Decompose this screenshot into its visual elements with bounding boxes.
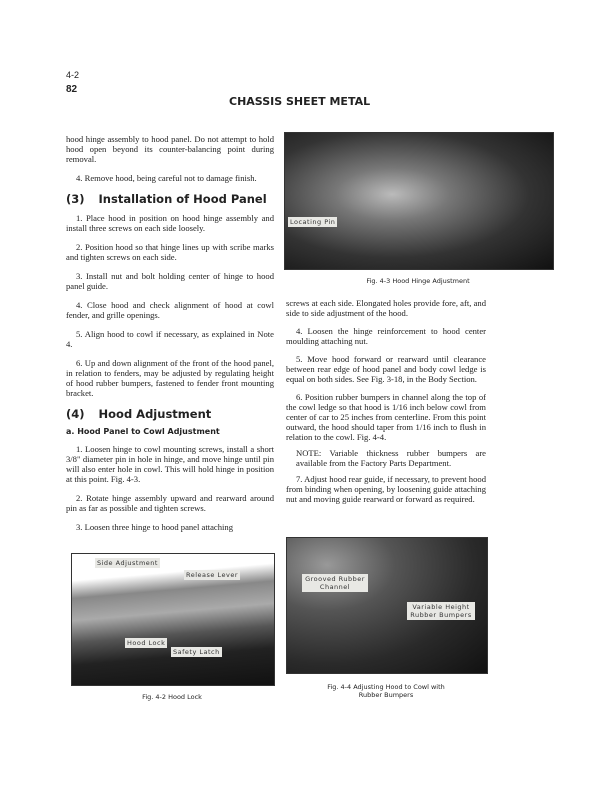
figure-caption: Fig. 4-2 Hood Lock	[142, 693, 202, 701]
paragraph: 7. Adjust hood rear guide, if necessary, to prevent hood from binding when opening, by loosening guide attaching nut and moving guide rearward or forward as required.	[286, 474, 486, 504]
paragraph: 4. Close hood and check alignment of hood at cowl fender, and grille openings.	[66, 300, 274, 320]
section-number: 4-2	[66, 70, 80, 80]
paragraph: 3. Install nut and bolt holding center of hinge to hood panel guide.	[66, 271, 274, 291]
section-heading	[66, 407, 274, 421]
figure-caption: Fig. 4-3 Hood Hinge Adjustment	[366, 277, 470, 285]
paragraph: hood hinge assembly to hood panel. Do not attempt to hold hood open beyond its counter-balancing point during removal.	[66, 134, 274, 164]
paragraph: 6. Position rubber bumpers in channel along the top of the cowl ledge so that hood is 1/16 inch below cowl from center of car to 25 inches from centerline. From this point outward, the hood should taper from 1/16 inch to flush in relation to the cowl. Fig. 4-4.	[286, 392, 486, 442]
figure-label: Grooved Rubber Channel	[302, 574, 368, 592]
figure-4-2-photo	[71, 553, 275, 686]
right-column	[286, 298, 486, 504]
page-number: 82	[66, 84, 78, 95]
paragraph: 6. Up and down alignment of the front of the hood panel, in relation to fenders, may be adjusted by regulating height of hood rubber bumpers, fastened to fender front mounting bracket.	[66, 358, 274, 398]
figure-label: Variable Height Rubber Bumpers	[407, 602, 475, 620]
paragraph: screws at each side. Elongated holes provide fore, aft, and side to side adjustment of the hood.	[286, 298, 486, 318]
paragraph: 4. Remove hood, being careful not to damage finish.	[76, 173, 257, 183]
paragraph: 4. Loosen the hinge reinforcement to hood center moulding attaching nut.	[286, 326, 486, 346]
figure-label: Side Adjustment	[97, 559, 158, 567]
heading-number: (3)	[66, 192, 85, 206]
heading-title: Installation of Hood Panel	[98, 192, 267, 206]
paragraph: 1. Loosen hinge to cowl mounting screws, install a short 3/8" diameter pin in hole in hinge, and move hinge until pin will also enter hole in cowl. This will hold hinge in position at this point. Fig. 4-3.	[66, 444, 274, 484]
figure-4-4-photo	[286, 537, 488, 674]
figure-caption	[286, 683, 486, 699]
caption-line: Rubber Bumpers	[358, 691, 414, 699]
paragraph: 3. Loosen three hinge to hood panel attaching	[76, 522, 234, 532]
page-title: CHASSIS SHEET METAL	[229, 95, 371, 108]
heading-number: (4)	[66, 407, 85, 421]
note: NOTE: Variable thickness rubber bumpers are available from the Factory Parts Department.	[296, 448, 486, 468]
figure-label: Hood Lock	[127, 639, 166, 647]
figure-label: Locating Pin	[290, 218, 336, 226]
paragraph: 1. Place hood in position on hood hinge assembly and install three screws on each side loosely.	[66, 213, 274, 233]
paragraph: 2. Position hood so that hinge lines up with scribe marks and tighten screws on each side.	[66, 242, 274, 262]
section-heading	[66, 192, 274, 206]
subheading: a. Hood Panel to Cowl Adjustment	[66, 427, 220, 436]
figure-label: Release Lever	[186, 571, 238, 579]
paragraph: 5. Move hood forward or rearward until clearance between rear edge of hood panel and body cowl ledge is equal on both sides. See Fig. 3-18, in the Body Section.	[286, 354, 486, 384]
paragraph: 5. Align hood to cowl if necessary, as explained in Note 4.	[66, 329, 274, 349]
caption-line: Fig. 4-4 Adjusting Hood to Cowl with	[327, 683, 445, 691]
figure-4-3-photo	[284, 132, 554, 270]
heading-title: Hood Adjustment	[98, 407, 212, 421]
left-column	[66, 134, 274, 532]
paragraph: 2. Rotate hinge assembly upward and rearward around pin as far as possible and tighten screws.	[66, 493, 274, 513]
figure-label: Safety Latch	[173, 648, 220, 656]
